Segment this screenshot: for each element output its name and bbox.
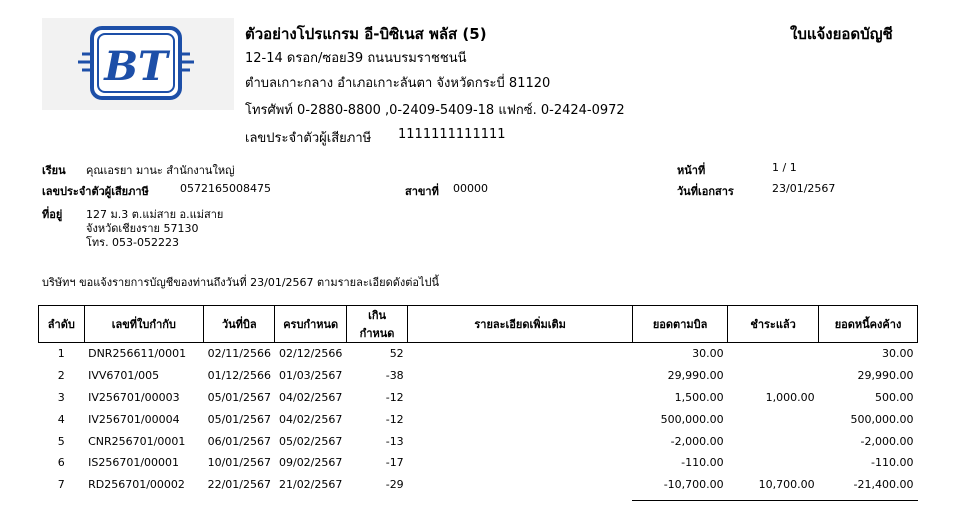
cell-balance: -2,000.00 (860, 434, 914, 448)
cell-paid (728, 430, 819, 452)
cell-bill-amount: 30.00 (692, 347, 724, 361)
cell-details (408, 408, 633, 430)
cell-due-date: 05/02/2567 (278, 434, 343, 448)
cell-due-date: 21/02/2567 (278, 478, 343, 492)
bt-logo-icon (42, 18, 234, 110)
cell-bill-date: 22/01/2567 (207, 478, 271, 492)
logo-letters: BT (104, 43, 168, 90)
company-name: ตัวอย่างโปรแกรม อี-บิซิเนส พลัส (5) (245, 25, 487, 43)
address-line-3: โทร. 053-052223 (86, 236, 180, 249)
cell-invoice-no: IV256701/00003 (88, 390, 180, 404)
table-header-row (39, 306, 918, 343)
doc-date-value: 23/01/2567 (772, 182, 836, 195)
cell-seq: 3 (57, 390, 65, 404)
cell-seq: 5 (57, 434, 65, 448)
cell-bill-date: 02/11/2566 (207, 347, 271, 361)
cell-overdue: -29 (385, 478, 404, 492)
cell-balance: -21,400.00 (853, 478, 914, 492)
col-header-invoice-no: เลขที่ใบกำกับ (84, 306, 203, 343)
cell-paid (728, 452, 819, 474)
cell-balance: 29,990.00 (857, 369, 914, 383)
statement-intro: บริษัทฯ ขอแจ้งรายการบัญชีของท่านถึงวันที่ 23/01/2567 ตามรายละเอียดดังต่อไปนี้ (42, 276, 440, 289)
address-line-2: จังหวัดเชียงราย 57130 (86, 222, 199, 235)
company-address-1: 12-14 ดรอก/ซอย39 ถนนบรมราชชนนี (245, 51, 467, 66)
address-line-1: 127 ม.3 ต.แม่สาย อ.แม่สาย (86, 208, 224, 221)
col-header-overdue: เกินกำหนด (346, 306, 407, 343)
table-row (39, 474, 918, 496)
cell-overdue: -12 (385, 390, 404, 404)
company-address-2: ตำบลเกาะกลาง อำเภอเกาะลันตา จังหวัดกระบี่ 81120 (245, 76, 551, 91)
cell-details (408, 474, 633, 496)
table-row (39, 387, 918, 409)
table-row (39, 452, 918, 474)
cell-balance: 500.00 (875, 390, 914, 404)
document-title: ใบแจ้งยอดบัญชี (790, 25, 893, 43)
cell-seq: 6 (57, 456, 65, 470)
cell-details (408, 387, 633, 409)
branch-value: 00000 (453, 182, 488, 195)
cell-balance: 30.00 (882, 347, 914, 361)
totals-divider (632, 500, 918, 501)
cell-invoice-no: CNR256701/0001 (88, 434, 186, 448)
cell-paid (728, 343, 819, 365)
cell-details (408, 452, 633, 474)
table-row (39, 365, 918, 387)
cell-bill-date: 10/01/2567 (207, 456, 271, 470)
cell-due-date: 01/03/2567 (278, 369, 343, 383)
cell-paid: 1,000.00 (765, 390, 815, 404)
cell-paid: 10,700.00 (758, 478, 815, 492)
statement-table (38, 305, 918, 496)
cell-bill-amount: 1,500.00 (674, 390, 724, 404)
cell-overdue: 52 (389, 347, 404, 361)
cell-bill-amount: -10,700.00 (663, 478, 724, 492)
cell-bill-date: 05/01/2567 (207, 390, 271, 404)
company-tax-id: 1111111111111 (398, 127, 506, 142)
cell-bill-date: 01/12/2566 (207, 369, 271, 383)
cell-seq: 4 (57, 412, 65, 426)
cell-seq: 2 (57, 369, 65, 383)
cell-seq: 1 (57, 347, 65, 361)
cell-overdue: -17 (385, 456, 404, 470)
cell-bill-amount: 500,000.00 (660, 412, 724, 426)
branch-label: สาขาที่ (405, 185, 439, 198)
col-header-bill-amount: ยอดตามบิล (633, 306, 728, 343)
company-logo (42, 18, 234, 110)
col-header-seq: ลำดับ (39, 306, 85, 343)
cell-overdue: -12 (385, 412, 404, 426)
cell-overdue: -13 (385, 434, 404, 448)
company-tax-label: เลขประจำตัวผู้เสียภาษี (245, 131, 372, 146)
page-value: 1 / 1 (772, 161, 797, 174)
col-header-paid: ชำระแล้ว (728, 306, 819, 343)
table-row (39, 408, 918, 430)
cell-paid (728, 408, 819, 430)
cell-bill-amount: 29,990.00 (667, 369, 724, 383)
cell-due-date: 02/12/2566 (278, 347, 343, 361)
cell-bill-amount: -110.00 (681, 456, 724, 470)
col-header-details: รายละเอียดเพิ่มเติม (408, 306, 633, 343)
table-row (39, 430, 918, 452)
doc-date-label: วันที่เอกสาร (677, 185, 734, 198)
cell-bill-date: 05/01/2567 (207, 412, 271, 426)
cell-due-date: 04/02/2567 (278, 390, 343, 404)
to-value: คุณเอรยา มานะ สำนักงานใหญ่ (86, 164, 235, 177)
customer-tax-value: 0572165008475 (180, 182, 271, 195)
col-header-bill-date: วันที่บิล (204, 306, 275, 343)
cell-due-date: 04/02/2567 (278, 412, 343, 426)
col-header-due-date: ครบกำหนด (275, 306, 346, 343)
cell-balance: 500,000.00 (850, 412, 914, 426)
cell-invoice-no: DNR256611/0001 (88, 347, 187, 361)
cell-bill-date: 06/01/2567 (207, 434, 271, 448)
cell-seq: 7 (57, 478, 65, 492)
page-label: หน้าที่ (677, 164, 706, 177)
to-label: เรียน (42, 164, 66, 177)
col-header-balance: ยอดหนี้คงค้าง (819, 306, 918, 343)
address-label: ที่อยู่ (42, 208, 63, 221)
cell-invoice-no: IVV6701/005 (88, 369, 160, 383)
cell-invoice-no: RD256701/00002 (88, 478, 185, 492)
cell-details (408, 430, 633, 452)
cell-paid (728, 365, 819, 387)
company-phone: โทรศัพท์ 0-2880-8800 ,0-2409-5409-18 แฟกซ์. 0-2424-0972 (245, 103, 625, 118)
customer-tax-label: เลขประจำตัวผู้เสียภาษี (42, 185, 149, 198)
cell-details (408, 343, 633, 365)
table-row (39, 343, 918, 365)
cell-due-date: 09/02/2567 (278, 456, 343, 470)
cell-balance: -110.00 (871, 456, 914, 470)
cell-bill-amount: -2,000.00 (670, 434, 724, 448)
cell-invoice-no: IV256701/00004 (88, 412, 180, 426)
cell-overdue: -38 (385, 369, 404, 383)
cell-invoice-no: IS256701/00001 (88, 456, 180, 470)
cell-details (408, 365, 633, 387)
